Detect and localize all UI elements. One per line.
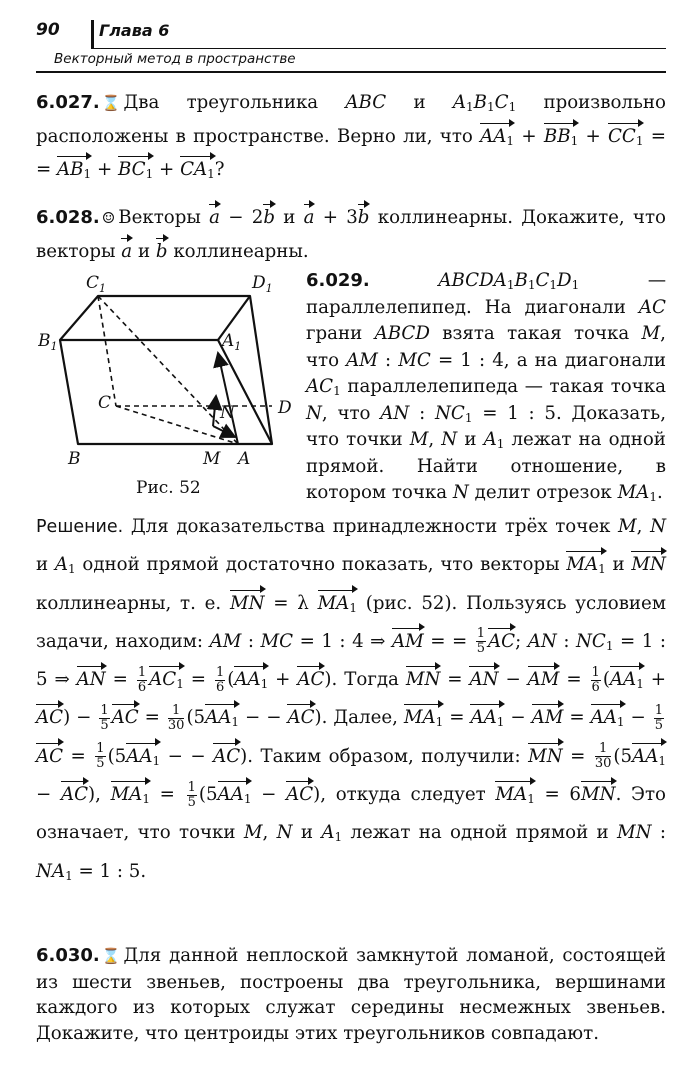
header-rule-bold xyxy=(36,71,666,73)
label-a: A xyxy=(238,449,251,469)
hourglass-icon: ⌛ xyxy=(101,947,121,965)
problem-6-029: 6.029. $ABCDA_1B_1C_1D_1$ — параллелепипед. На диагонали AC грани ABCD взята такая точка M, что AM : MC = 1 : 4, а на диагонали $AC_1$ параллелепипеда — такая точка N, что AN : $NC_1 = 1$ : 5. Доказать, что точки M, N и $A_1$ лежат на одной прямой. Найти отношение, в котором точка N делит отрезок $MA_1$. xyxy=(306,270,666,504)
label-c1: $C_1$ xyxy=(86,273,107,295)
figure-caption: Рис. 52 xyxy=(136,478,201,498)
header-rule xyxy=(91,48,666,49)
problem-6-028: 6.028. ☺ Векторы a − 2b и a + 3b коллинеарны. Докажите, что векторы a и b коллинеарны. xyxy=(36,201,666,268)
problem-number: 6.027. xyxy=(36,92,100,113)
label-c: C xyxy=(98,393,112,413)
label-d: D xyxy=(278,398,292,418)
page-number: 90 xyxy=(36,20,60,40)
problem-number: 6.029. xyxy=(306,270,370,291)
smiley-icon: ☺ xyxy=(101,209,116,227)
section-subtitle: Векторный метод в пространстве xyxy=(54,51,296,67)
problem-number: 6.028. xyxy=(36,207,100,228)
label-d1: $D_1$ xyxy=(252,273,273,295)
label-b1: $B_1$ xyxy=(38,331,58,353)
label-a1: $A_1$ xyxy=(222,331,242,353)
problem-6-030: 6.030. ⌛ Для данной неплоской замкнутой ломаной, состоящей из шести звеньев, построены два треугольника, вершинами каждого из которых служат середины несмежных звеньев. Докажите, что центроиды этих треугольников совпадают. xyxy=(36,945,666,1044)
solution-label: Решение. xyxy=(36,517,124,537)
chapter-title: Глава 6 xyxy=(99,21,170,40)
label-n: N xyxy=(220,403,235,423)
problem-number: 6.030. xyxy=(36,945,100,966)
problem-6-027: 6.027. ⌛ Два треугольника ABC и $A_1B_1C_1$ произвольно расположены в пространстве. Верно ли, что $AA_1 + BB_1 + CC_1$ = = $AB_1 + BC_1 + CA_1$? xyxy=(36,86,666,186)
header-divider xyxy=(91,20,94,48)
parallelepiped-figure xyxy=(38,268,308,508)
hourglass-icon: ⌛ xyxy=(101,94,121,112)
label-m: M xyxy=(203,449,221,469)
label-b: B xyxy=(68,449,81,469)
page-header xyxy=(36,20,666,72)
solution-block: Решение. Для доказательства принадлежности трёх точек M, N и $A_1$ одной прямой достаточно показать, что векторы $MA_1$ и MN коллинеарны, т. е. MN = λ $MA_1$ (рис. 52). Пользуясь условием задачи, находим: AM : MC = 1 : 4 ⇒ AM = = $\frac{1}{5}$ AC; AN : $NC_1 = 1$ : 5 ⇒ AN = $\frac{1}{6}$ $AC_1$ = $\frac{1}{6}$ $(AA_1 + AC)$. Тогда MN = AN − AM = $\frac{1}{6}$ $(AA_1 + AC)$ − $\frac{1}{5}$ AC = $\frac{1}{30}$ ($5AA_1$ − − AC). Далее, $MA_1 = AA_1$ − AM = $AA_1$ − $\frac{1}{5}$ AC = $\frac{1}{5}$ ($5AA_1$ − − AC). Таким образом, получили: MN = $\frac{1}{30}$ $(5AA_1 - AC)$, $MA_1$ = $\frac{1}{5}$ $(5AA_1 - AC)$, откуда следует $MA_1 = 6MN$. Это означает, что точки M, N и $A_1$ лежат на одной прямой и MN : $NA_1 = 1$ : 5. xyxy=(36,516,667,883)
